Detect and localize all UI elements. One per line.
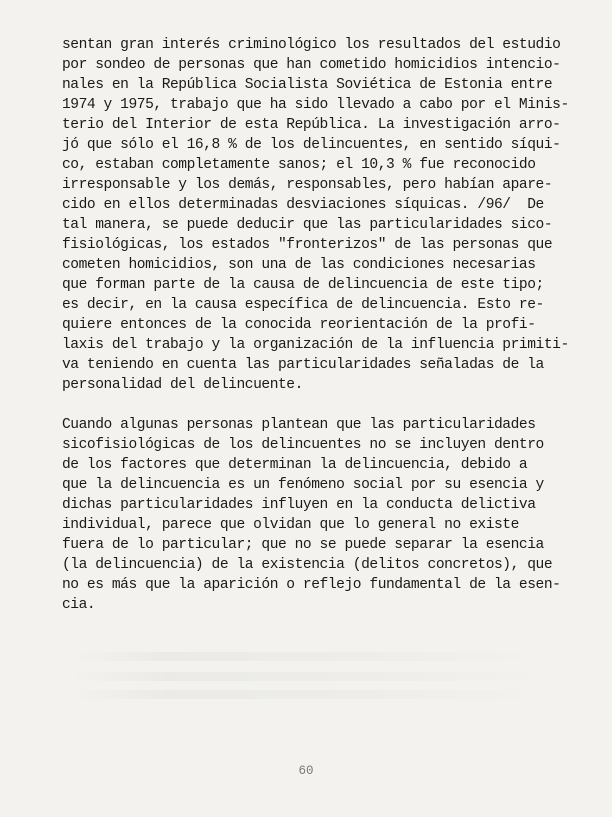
paragraph-2-line-3: de los factores que determinan la delincuencia, debido a [62,457,528,473]
paragraph-1-line-12: cometen homicidios, son una de las condiciones necesarias [62,257,536,273]
paragraph-2-line-6: individual, parece que olvidan que lo general no existe [62,517,519,533]
show-through-smudge [70,652,550,661]
paragraph-1-line-5: terio del Interior de esta República. La investigación arro- [62,117,561,133]
paragraph-1-line-8: irresponsable y los demás, responsables, pero habían apare- [62,177,553,193]
paragraph-1-line-7: co, estaban completamente sanos; el 10,3 % fue reconocido [62,157,536,173]
paragraph-1-line-1: sentan gran interés criminológico los resultados del estudio [62,37,561,53]
paragraph-1-line-4: 1974 y 1975, trabajo que ha sido llevado a cabo por el Minis- [62,97,569,113]
paragraph-1-line-15: quiere entonces de la conocida reorientación de la profi- [62,317,536,333]
show-through-smudge [70,672,550,681]
page-number: 60 [298,764,314,778]
paragraph-1-line-2: por sondeo de personas que han cometido homicidios intencio- [62,57,561,73]
paragraph-1-line-16: laxis del trabajo y la organización de la influencia primiti- [62,337,569,353]
paragraph-1-line-14: es decir, en la causa específica de delincuencia. Esto re- [62,297,544,313]
paragraph-2-line-1: Cuando algunas personas plantean que las particularidades [62,417,536,433]
paragraph-1-line-6: jó que sólo el 16,8 % de los delincuentes, en sentido síqui- [62,137,561,153]
paragraph-2-line-9: no es más que la aparición o reflejo fundamental de la esen- [62,577,561,593]
paragraph-1-line-10: tal manera, se puede deducir que las particularidades sico- [62,217,553,233]
paragraph-2-line-8: (la delincuencia) de la existencia (delitos concretos), que [62,557,553,573]
paragraph-2-line-10: cia. [62,597,96,613]
paragraph-1-line-11: fisiológicas, los estados "fronterizos" de las personas que [62,237,553,253]
paragraph-1-line-13: que forman parte de la causa de delincuencia de este tipo; [62,277,544,293]
paragraph-2-line-2: sicofisiológicas de los delincuentes no se incluyen dentro [62,437,544,453]
show-through-smudge [70,690,550,699]
paragraph-2-line-4: que la delincuencia es un fenómeno social por su esencia y [62,477,544,493]
paragraph-1-line-18: personalidad del delincuente. [62,377,303,393]
paragraph-2-line-7: fuera de lo particular; que no se puede separar la esencia [62,537,544,553]
paragraph-1-line-3: nales en la República Socialista Soviética de Estonia entre [62,77,553,93]
paragraph-2-line-5: dichas particularidades influyen en la conducta delictiva [62,497,536,513]
paragraph-1-line-17: va teniendo en cuenta las particularidades señaladas de la [62,357,544,373]
paragraph-1-line-9: cido en ellos determinadas desviaciones síquicas. /96/ De [62,197,544,213]
